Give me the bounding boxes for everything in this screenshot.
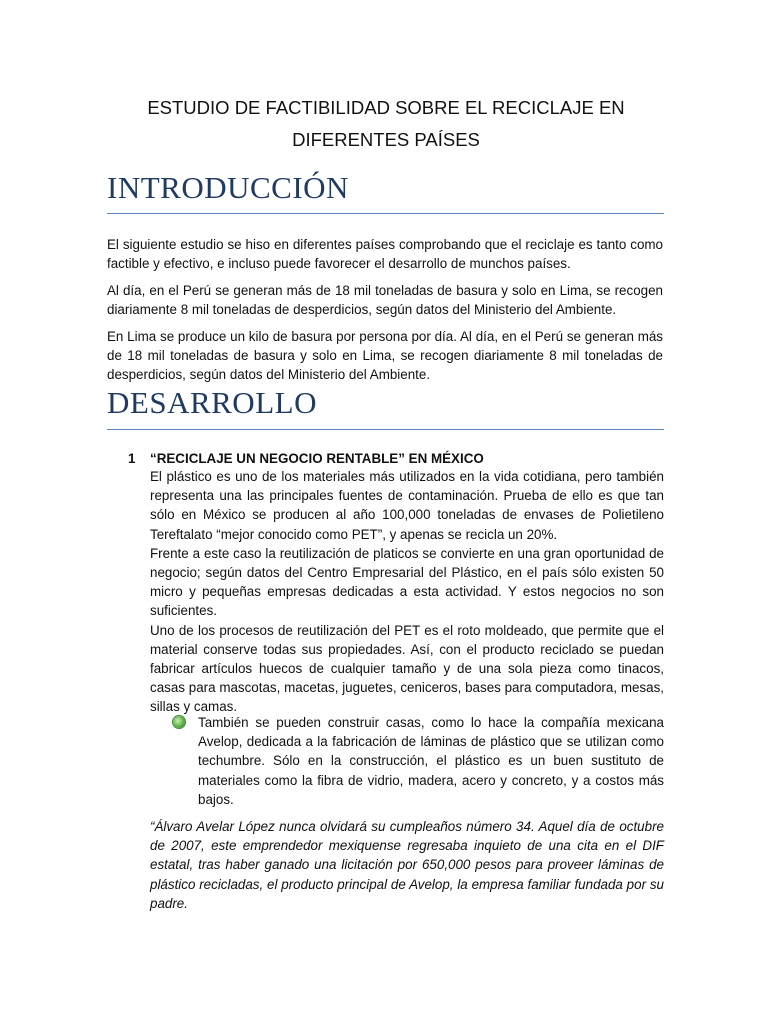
section-paragraph-1: El plástico es uno de los materiales más utilizados en la vida cotidiana, pero también representa una las principales fuentes de contaminación. Prueba de ello es que tan sólo en México se producen al año 100,000 toneladas de envases de Polietileno Tereftalato “mejor conocido como PET”, y apenas se recicla un 20%. (150, 469, 664, 542)
intro-paragraph-3: En Lima se produce un kilo de basura por persona por día. Al día, en el Perú se generan más de 18 mil toneladas de basura y solo en Lima, se recogen diariamente 8 mil toneladas de desperdicios, según datos del Ministerio del Ambiente. (107, 329, 663, 383)
heading-desarrollo: DESARROLLO (107, 385, 317, 420)
green-globe-bullet-icon (173, 716, 185, 728)
section-body (150, 467, 664, 717)
section-title: “RECICLAJE UN NEGOCIO RENTABLE” EN MÉXICO (150, 451, 484, 466)
heading-introduccion-rule (107, 213, 664, 214)
document-title (108, 92, 664, 156)
intro-paragraph-1: El siguiente estudio se hiso en diferentes países comprobando que el reciclaje es tanto como factible y efectivo, e incluso puede favorecer el desarrollo de munchos países. (107, 237, 663, 272)
document-title-line-1: ESTUDIO DE FACTIBILIDAD SOBRE EL RECICLAJE EN (147, 97, 625, 118)
section-paragraph-2: Frente a este caso la reutilización de platicos se convierte en una gran oportunidad de negocio; según datos del Centro Empresarial del Plástico, en el país sólo existen 50 micro y pequeñas empresas dedicadas a esta actividad. Y estos negocios no son suficientes. (150, 545, 664, 619)
document-title-line-2: DIFERENTES PAÍSES (292, 129, 480, 150)
intro-paragraph-2: Al día, en el Perú se generan más de 18 mil toneladas de basura y solo en Lima, se recogen diariamente 8 mil toneladas de desperdicios, según datos del Ministerio del Ambiente. (107, 283, 663, 318)
bullet-text: También se pueden construir casas, como lo hace la compañía mexicana Avelop, dedicada a la fabricación de láminas de plástico que se utilizan como techumbre. Sólo en la construcción, el plástico es un buen sustituto de materiales como la fibra de vidrio, madera, acero y concreto, y a costos más bajos. (198, 715, 664, 807)
heading-introduccion: INTRODUCCIÓN (107, 170, 349, 205)
section-paragraph-3: Uno de los procesos de reutilización del PET es el roto moldeado, que permite que el material conserve todas sus propiedades. Así, con el producto reciclado se puedan fabricar artículos huecos de cualquier tamaño y de una sola pieza como tinacos, casas para mascotas, macetas, juguetes, ceniceros, bases para computadora, mesas, sillas y camas. (150, 622, 664, 715)
quote-paragraph: “Álvaro Avelar López nunca olvidará su cumpleaños número 34. Aquel día de octubre de 2007, este emprendedor mexiquense regresaba inquieto de una cita en el DIF estatal, tras haber ganado una licitación por 650,000 pesos para proveer láminas de plástico recicladas, el producto principal de Avelop, la empresa familiar fundada por su padre. (150, 819, 664, 911)
heading-desarrollo-rule (107, 429, 664, 430)
section-number: 1 (128, 451, 136, 466)
